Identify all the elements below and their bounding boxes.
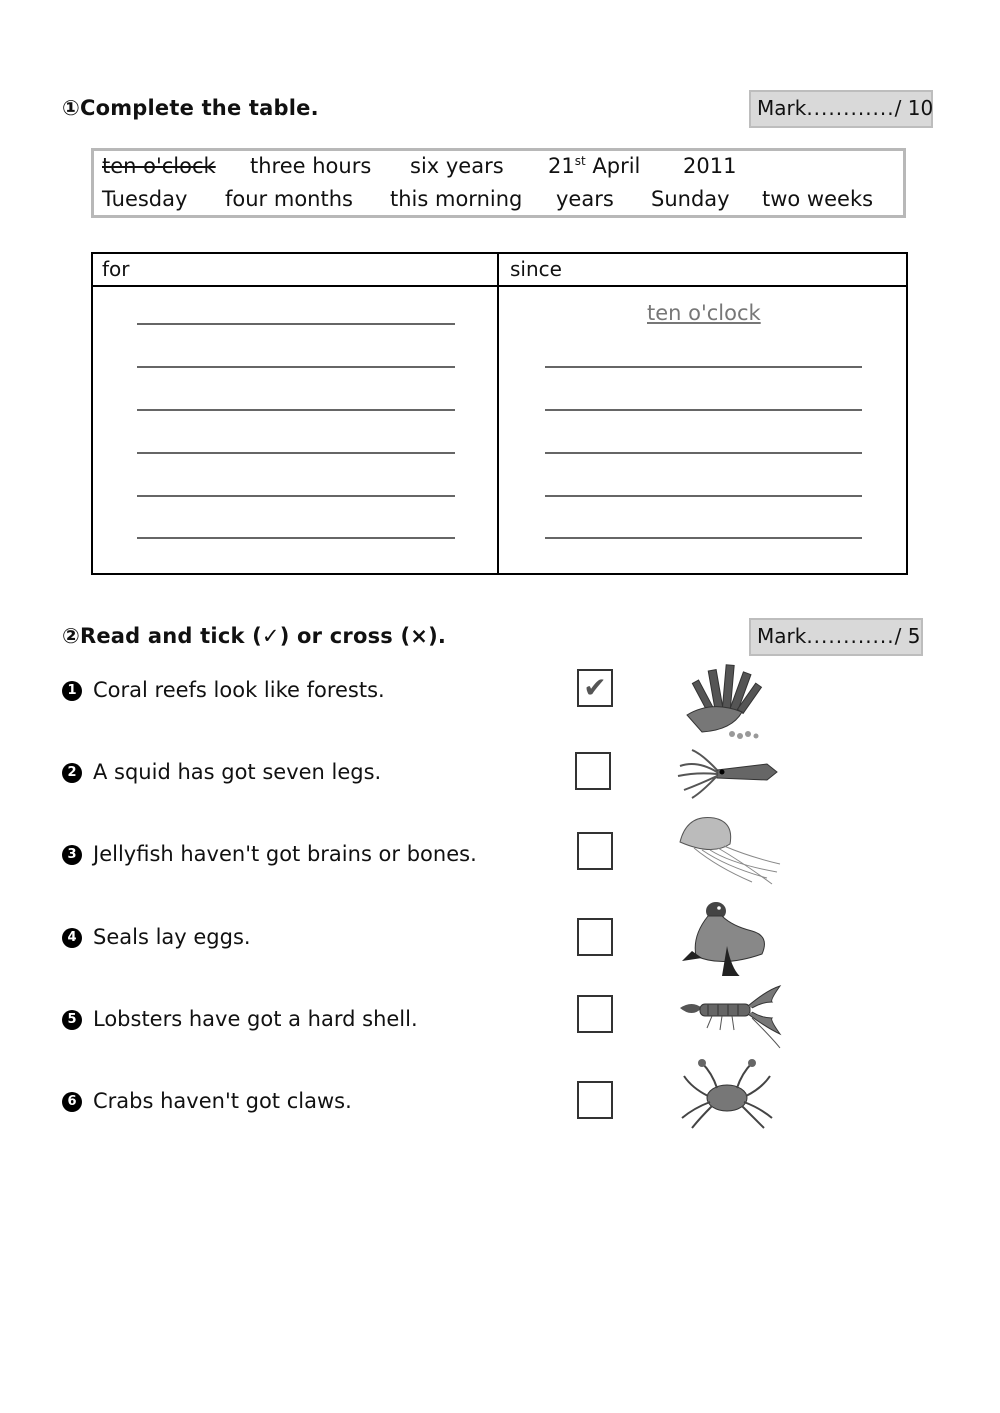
answer-checkbox[interactable] bbox=[575, 752, 611, 790]
statement-number-badge: 3 bbox=[62, 845, 82, 865]
section1-title bbox=[62, 96, 319, 120]
column-header-since: since bbox=[510, 257, 562, 281]
answer-line-since[interactable] bbox=[545, 366, 862, 368]
section1-title-text: Complete the table. bbox=[79, 96, 319, 120]
word-bank-word: six years bbox=[410, 154, 504, 178]
since-example-answer: ten o'clock bbox=[647, 301, 761, 325]
answer-line-since[interactable] bbox=[545, 537, 862, 539]
table-divider bbox=[497, 252, 499, 575]
word-bank-word: this morning bbox=[390, 187, 523, 211]
answer-checkbox[interactable] bbox=[577, 918, 613, 956]
statement-text: A squid has got seven legs. bbox=[93, 760, 382, 784]
lobster-icon bbox=[672, 978, 782, 1058]
answer-line-for[interactable] bbox=[137, 323, 455, 325]
statement-text: Jellyfish haven't got brains or bones. bbox=[93, 842, 477, 866]
word-bank-word: Sunday bbox=[651, 187, 730, 211]
mark-total: / 5 bbox=[894, 624, 921, 648]
statement-text: Crabs haven't got claws. bbox=[93, 1089, 352, 1113]
answer-checkbox[interactable] bbox=[577, 832, 613, 870]
answer-line-since[interactable] bbox=[545, 409, 862, 411]
section2-title bbox=[62, 624, 446, 648]
statement-text: Lobsters have got a hard shell. bbox=[93, 1007, 418, 1031]
statement-text: Coral reefs look like forests. bbox=[93, 678, 385, 702]
statement-number-badge: 6 bbox=[62, 1092, 82, 1112]
statement-text: Seals lay eggs. bbox=[93, 925, 251, 949]
mark-dots: ............ bbox=[806, 96, 895, 120]
statement-number-badge: 1 bbox=[62, 681, 82, 701]
section1-mark-box bbox=[749, 90, 933, 128]
answer-line-for[interactable] bbox=[137, 452, 455, 454]
crab-icon bbox=[672, 1058, 782, 1138]
statement-number-badge: 4 bbox=[62, 928, 82, 948]
coral-reef-icon bbox=[672, 660, 782, 740]
word-bank-word: ten o'clock bbox=[102, 154, 216, 178]
mark-total: / 10 bbox=[894, 96, 934, 120]
section2-number: ② bbox=[62, 624, 80, 648]
jellyfish-icon bbox=[672, 812, 782, 892]
table-divider bbox=[91, 285, 908, 287]
word-bank-word: two weeks bbox=[762, 187, 874, 211]
answer-line-for[interactable] bbox=[137, 409, 455, 411]
word-bank-word: three hours bbox=[250, 154, 372, 178]
answer-line-since[interactable] bbox=[545, 452, 862, 454]
word-bank-word-date: 21st April bbox=[548, 154, 641, 178]
for-since-table bbox=[91, 252, 908, 575]
column-header-for: for bbox=[102, 257, 130, 281]
section1-number: ① bbox=[62, 96, 80, 120]
statement-number-badge: 2 bbox=[62, 763, 82, 783]
answer-line-for[interactable] bbox=[137, 537, 455, 539]
answer-line-for[interactable] bbox=[137, 366, 455, 368]
seal-icon bbox=[672, 896, 782, 976]
squid-icon bbox=[672, 742, 782, 822]
answer-checkbox[interactable] bbox=[577, 995, 613, 1033]
word-bank-word: 2011 bbox=[683, 154, 737, 178]
section2-title-text: Read and tick (✓) or cross (×). bbox=[79, 624, 447, 648]
mark-label: Mark bbox=[757, 96, 807, 120]
section2-mark-box bbox=[749, 618, 923, 656]
answer-line-for[interactable] bbox=[137, 495, 455, 497]
answer-checkbox[interactable]: ✔ bbox=[577, 669, 613, 707]
word-bank-word: Tuesday bbox=[102, 187, 188, 211]
answer-checkbox[interactable] bbox=[577, 1081, 613, 1119]
mark-label: Mark bbox=[757, 624, 807, 648]
word-bank-word: four months bbox=[225, 187, 353, 211]
word-bank-word: years bbox=[556, 187, 614, 211]
mark-dots: ............ bbox=[806, 624, 895, 648]
answer-line-since[interactable] bbox=[545, 495, 862, 497]
statement-number-badge: 5 bbox=[62, 1010, 82, 1030]
